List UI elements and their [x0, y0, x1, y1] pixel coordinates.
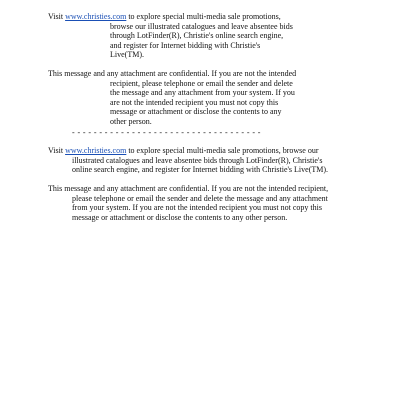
promo-line-2: browse our illustrated catalogues and leave absentee bids	[110, 21, 293, 31]
dashed-separator: - - - - - - - - - - - - - - - - - - - - - - - - - - - - - - - - - - -	[72, 128, 261, 137]
promo2-text-1: to explore special multi-media sale promotions, browse our	[126, 146, 319, 155]
promo-line-3: through LotFinder(R), Christie's online search engine,	[110, 31, 284, 41]
confidential2-line-1: This message and any attachment are confidential. If you are not the intended recipient,	[48, 184, 329, 193]
confidential-line-5: message or attachment or disclose the contents to any	[110, 107, 282, 117]
christies-link[interactable]: www.christies.com	[65, 12, 127, 21]
confidential-line-1: This message and any attachment are confidential. If you are not the intended	[48, 69, 297, 78]
confidential2-line-4: message or attachment or disclose the contents to any other person.	[72, 212, 288, 222]
promo-line-5: Live(TM).	[110, 50, 144, 60]
confidential-line-4: are not the intended recipient you must not copy this	[110, 97, 279, 107]
promo-text-1: to explore special multi-media sale promotions,	[126, 12, 281, 21]
promo2-line-2: illustrated catalogues and leave absentee bids through LotFinder(R), Christie's	[72, 155, 323, 165]
promo-line-1	[48, 12, 293, 22]
confidential-line-2: recipient, please telephone or email the sender and delete	[110, 78, 293, 88]
confidential2-line-2: please telephone or email the sender and delete the message and any attachment	[72, 193, 328, 203]
promo-paragraph-2	[48, 146, 328, 175]
confidential2-line-3: from your system. If you are not the intended recipient you must not copy this	[72, 203, 322, 213]
visit-prefix: Visit	[48, 12, 66, 21]
confidential-line-3: the message and any attachment from your system. If you	[110, 88, 295, 98]
confidential-paragraph-1	[48, 69, 296, 127]
promo2-line-1	[48, 146, 328, 156]
confidential-line-6: other person.	[110, 116, 152, 126]
promo-paragraph-1	[48, 12, 293, 60]
visit-prefix-2: Visit	[48, 146, 66, 155]
christies-link-2[interactable]: www.christies.com	[65, 146, 127, 155]
promo-line-4: and register for Internet bidding with Christie's	[110, 40, 261, 50]
confidential-paragraph-2	[48, 184, 328, 222]
promo2-line-3: online search engine, and register for Internet bidding with Christie's Live(TM).	[72, 165, 329, 175]
